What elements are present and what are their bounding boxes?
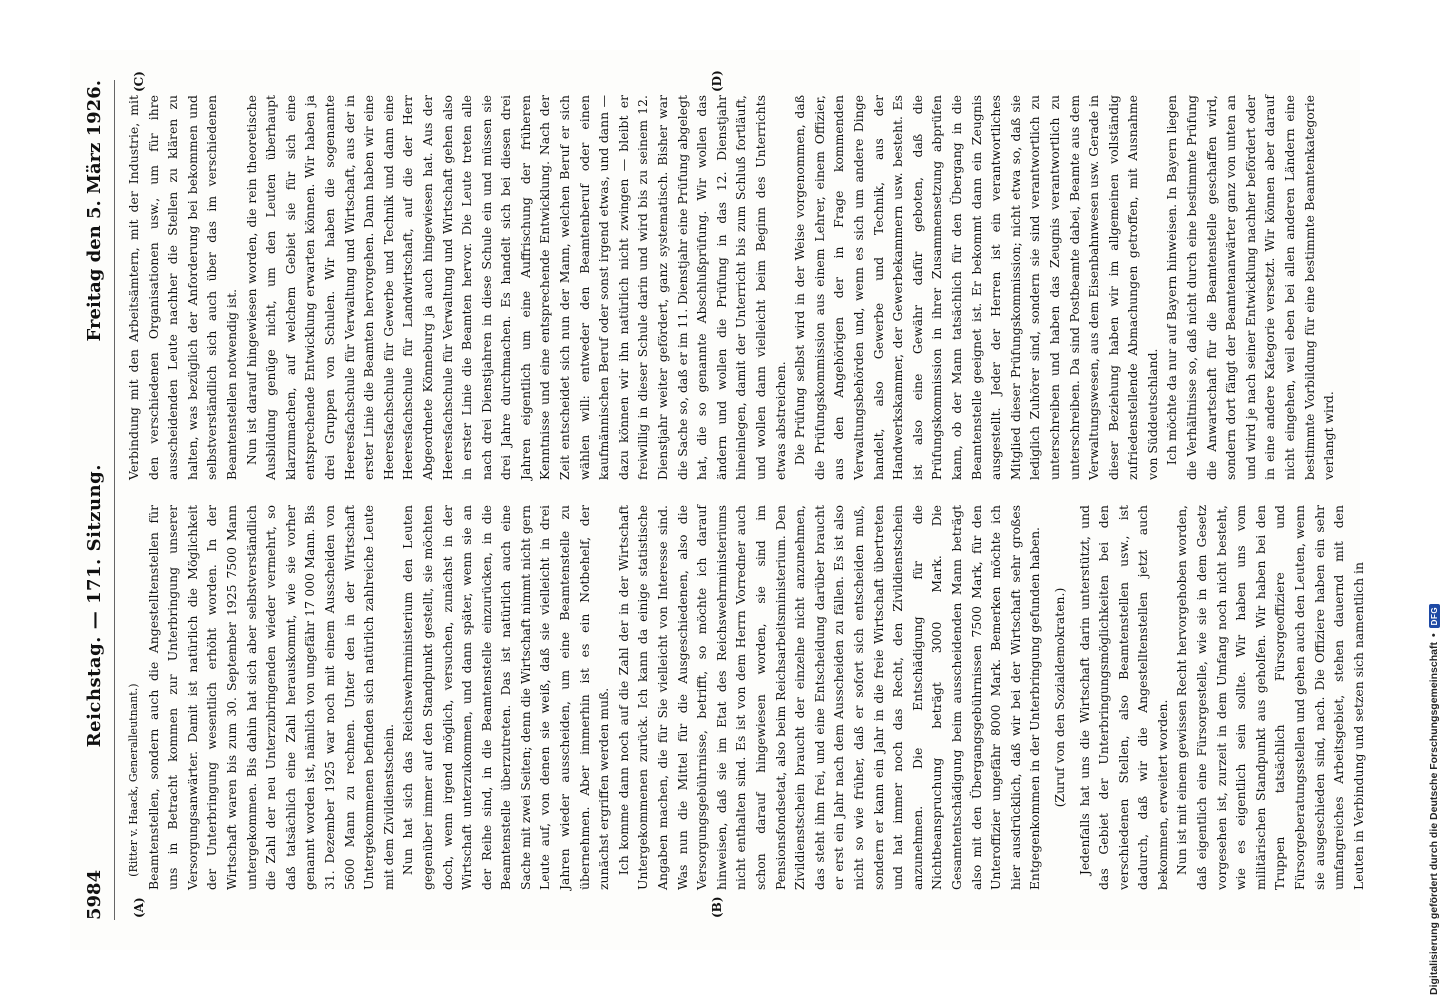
left-column: [124, 505, 1366, 890]
digitization-sidebar: [1406, 0, 1440, 1000]
paragraph: Jedenfalls hat uns die Wirtschaft darin unterstützt, und das Gebiet der Unterbringungsmöglichkeiten bei den verschiedenen Stellen, also Beamtenstellen usw., ist dadurch, daß wir die Angestelltenstellen jetzt auch bekommen, erweitert worden.: [1076, 505, 1170, 890]
interjection: (Zuruf von den Sozialdemokraten.): [1051, 587, 1067, 808]
margin-marker-a: (A): [132, 897, 146, 918]
margin-marker-c: (C): [132, 71, 146, 92]
paragraph: Nun hat sich das Reichswehrministerium den Leuten gegenüber immer auf den Standpunkt gestellt, sie möchten doch, wenn irgend möglich, versuchen, zunächst in der Wirtschaft unterzukommen, und dann später, wenn sie an der Reihe sind, in die Beamtenstelle einzurücken, in die Beamtenstelle überzutreten. Das ist natürlich auch eine Sache mit zwei Seiten; denn die Wirtschaft nimmt nicht gern Leute auf, von denen sie weiß, daß sie vielleicht in drei Jahren wieder ausscheiden, um eine Beamtenstelle zu übernehmen. Aber immerhin ist es ein Notbehelf, der zunächst ergriffen werden muß.: [400, 505, 612, 890]
speaker-line: (Ritter v. Haack, Generalleutnant.): [127, 683, 140, 877]
page-number: 5984: [84, 869, 105, 920]
page-header: [84, 80, 115, 920]
right-column: [124, 95, 1337, 480]
paragraph: Beamtenstellen, sondern auch die Angestelltenstellen für uns in Betracht kommen zur Unterbringung unserer Versorgungsanwärter. Damit ist natürlich die Möglichkeit der Unterbringung wesentlich erhöht worden. In der Wirtschaft waren bis zum 30. September 1925 7500 Mann untergekommen. Bis dahin hat sich aber selbstverständlich die Zahl der neu Unterzubringenden wieder vermehrt, so daß tatsächlich eine Zahl herauskommt, wie sie vorher genannt worden ist, nämlich von ungefähr 17 000 Mann. Bis 31. Dezember 1925 war noch mit einem Ausscheiden von 5600 Mann zu rechnen. Unter den in der Wirtschaft Untergekommenen befinden sich natürlich zahlreiche Leute mit dem Zivildienstschein.: [145, 505, 396, 890]
paragraph: Die Prüfung selbst wird in der Weise vorgenommen, daß die Prüfungskommission aus einem Lehrer, einem Offizier, aus den Angehörigen der in Frage kommenden Verwaltungsbehörden und, wenn es sich um andere Dinge handelt, also Gewerbe und Technik, aus der Handwerkskammer, der Gewerbekammern usw. besteht. Es ist also eine Gewähr dafür geboten, daß die Prüfungskommission in ihrer Zusammensetzung abprüfen kann, ob der Mann tatsächlich für den Übergang in die Beamtenstelle geeignet ist. Er bekommt dann ein Zeugnis ausgestellt. Jeder der Herren ist ein verantwortliches Mitglied dieser Prüfungskommission; nicht etwa so, daß sie lediglich Zuhörer sind, sondern sie sind verantwortlich zu unterschreiben und haben das Zeugnis verantwortlich zu unterschreiben. Da sind Postbeamte dabei, Beamte aus dem Verwaltungswesen, aus dem Eisenbahnwesen usw. Gerade in dieser Beziehung haben wir im allgemeinen vollständig zufriedenstellende Abmachungen getroffen, mit Ausnahme von Süddeutschland.: [792, 95, 1160, 480]
paragraph: Ich komme dann noch auf die Zahl der in der Wirtschaft Untergekommenen zurück. Ich kann da einige statistische Angaben machen, die für Sie vielleicht von Interesse sind. Was nun die Mittel für die Ausgeschiedenen, also die Versorgungsgebührnisse, betrifft, so möchte ich darauf hinweisen, daß sie im Etat des Reichswehrministeriums nicht enthalten sind. Es ist von dem Herrn Vorredner auch schon darauf hingewiesen worden, sie sind im Pensionsfondsetat, also beim Reichsarbeitsministerium. Den Zivildienstschein braucht der einzelne nicht anzunehmen, das steht ihm frei, und eine Entscheidung darüber braucht er erst ein Jahr nach dem Ausscheiden zu fällen. Es ist also nicht so wie früher, daß er sofort sich entscheiden muß, sondern er kann ein Jahr in die freie Wirtschaft übertreten und hat immer noch das Recht, den Zivildienstschein anzunehmen. Die Entschädigung für die Nichtbeanspruchung beträgt 3000 Mark. Die Gesamtentschädigung beim ausscheidenden Mann beträgt also mit den Übergangsgebührnissen 7500 Mark, für den Unteroffizier ungefähr 8000 Mark. Bemerken möchte ich hier ausdrücklich, daß wir bei der Wirtschaft sehr großes Entgegenkommen in der Unterbringung gefunden haben.: [615, 505, 1043, 890]
session-date: Freitag den 5. März 1926.: [84, 80, 105, 342]
session-title: Reichstag. — 171. Sitzung.: [84, 464, 105, 748]
funding-credit-text: Digitalisierung gefördert durch die Deutsche Forschungsgemeinschaft: [1428, 642, 1440, 995]
paragraph: Verbindung mit den Arbeitsämtern, mit der Industrie, mit den verschiedenen Organisationen usw., um für ihre ausscheidenden Leute nachher die Stellen zu klären zu halten, was bezüglich der Anforderung bei bekommen und selbstverständlich sich auch über das im verschiedenen Beamtenstellen notwendig ist.: [126, 95, 239, 480]
margin-marker-d: (D): [710, 70, 724, 92]
paragraph: Nun ist darauf hingewiesen worden, die rein theoretische Ausbildung genüge nicht, um den Leuten überhaupt klarzumachen, auf welchem Gebiet sie für sich eine entsprechende Entwicklung erwarten können. Wir haben ja drei Gruppen von Schulen. Wir haben die sogenannte Heeresfachschule für Verwaltung und Wirtschaft, aus der in erster Linie die Beamten hervorgehen. Dann haben wir eine Heeresfachschule für Gewerbe und Technik und dann eine Heeresfachschule für Landwirtschaft, auf die der Herr Abgeordnete Könneburg ja auch hingewiesen hat. Aus der Heeresfachschule für Verwaltung und Wirtschaft gehen also in erster Linie die Beamten hervor. Die Leute treten alle nach drei Dienstjahren in diese Schule ein und müssen sie drei Jahre durchmachen. Es handelt sich bei diesen drei Jahren eigentlich um eine Auffrischung der früheren Kenntnisse und eine entsprechende Entwicklung. Nach der Zeit entscheidet sich nun der Mann, welchen Beruf er sich wählen will: entweder den Beamtenberuf oder einen kaufmännischen Beruf oder sonst irgend etwas, und dann — dazu können wir ihn natürlich nicht zwingen — bleibt er freiwillig in dieser Schule darin und wird bis zu seinem 12. Dienstjahr weiter gefördert, ganz systematisch. Bisher war die Sache so, daß er im 11. Dienstjahr eine Prüfung abgelegt hat, die so genannte Abschlußprüfung. Wir wollen das ändern und wollen die Prüfung in das 12. Dienstjahr hineinlegen, damit der Unterricht bis zum Schluß fortläuft, und wollen dann vielleicht beim Beginn des Unterrichts etwas abstreichen.: [243, 95, 788, 480]
paragraph: Ich möchte da nur auf Bayern hinweisen. In Bayern liegen die Verhältnisse so, daß nicht durch eine bestimmte Prüfung die Anwartschaft für die Beamtenstelle geschaffen wird, sondern dort fängt der Beamtenanwärter ganz von unten an und wird je nach seiner Entwicklung nachher befördert oder in eine andere Kategorie versetzt. Wir können aber darauf nicht eingehen, weil eben bei allen anderen Ländern eine bestimmte Vorbildung für eine bestimmte Beamtenkategorie verlangt wird.: [1164, 95, 1337, 480]
document-page: [70, 50, 1366, 950]
margin-marker-b: (B): [710, 896, 724, 918]
dfg-logo: DFG: [1429, 604, 1440, 628]
paragraph: Nun ist mit einem gewissen Recht hervorgehoben worden, daß eigentlich eine Fürsorgestelle, wie sie in dem Gesetz vorgesehen ist, zurzeit in dem Umfang noch nicht besteht, wie es eigentlich sein sollte. Wir haben uns vom militärischen Standpunkt aus geholfen. Wir haben bei den Truppen tatsächlich Fürsorgeoffiziere und Fürsorgeberatungsstellen und gehen auch den Leuten, wenn sie ausgeschieden sind, nach. Die Offiziere haben ein sehr umfangreiches Arbeitsgebiet, stehen dauernd mit den Leuten in Verbindung und setzen sich namentlich in: [1174, 505, 1366, 890]
funding-credit: Digitalisierung gefördert durch die Deutsche Forschungsgemeinschaft • DFG: [1428, 5, 1440, 995]
